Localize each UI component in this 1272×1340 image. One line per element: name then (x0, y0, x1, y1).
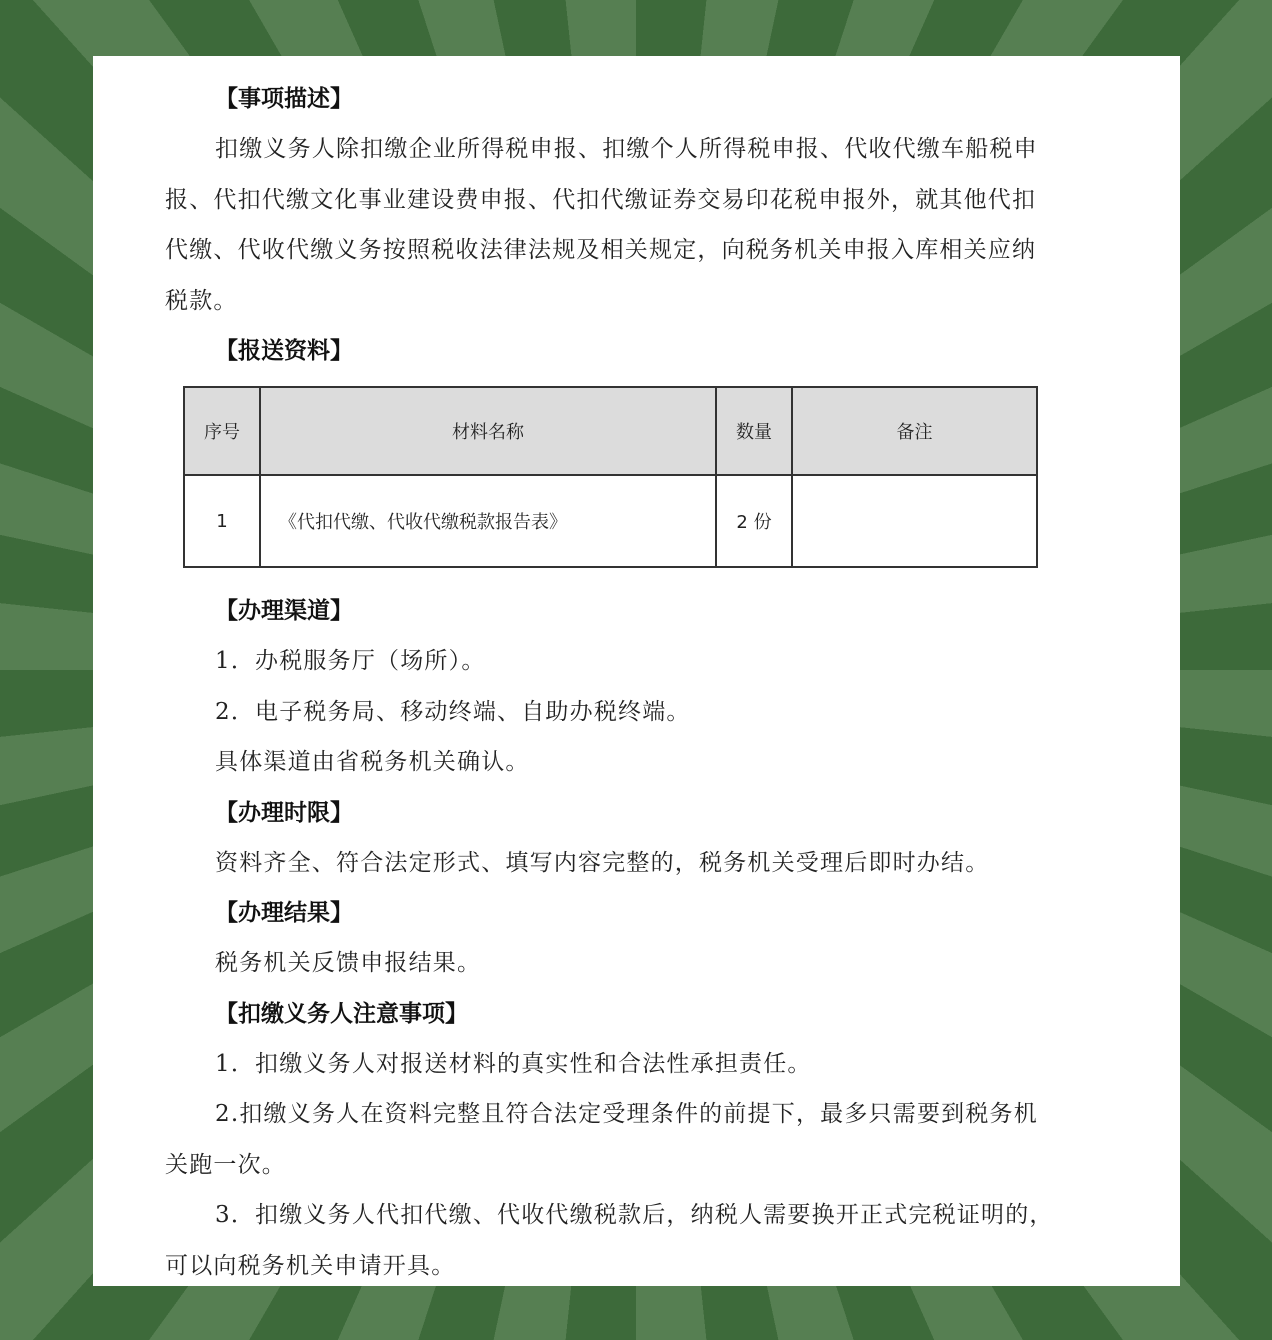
section-title-result: 【办理结果】 (215, 900, 353, 926)
cell-note (792, 475, 1037, 567)
note-item-1: 1．扣缴义务人对报送材料的真实性和合法性承担责任。 (215, 1050, 812, 1077)
materials-table (183, 386, 1038, 568)
header-note: 备注 (792, 387, 1037, 475)
header-no: 序号 (184, 387, 260, 475)
cell-qty: 2 份 (716, 475, 792, 567)
table-header-row (184, 387, 1037, 475)
channel-item-2: 2．电子税务局、移动终端、自助办税终端。 (215, 698, 691, 725)
description-text: 扣缴义务人除扣缴企业所得税申报、扣缴个人所得税申报、代收代缴车船税申报、代扣代缴文化事业建设费申报、代扣代缴证券交易印花税申报外，就其他代扣代缴、代收代缴义务按照税收法律法规及相关规定，向税务机关申报入库相关应纳税款。 (165, 136, 1038, 314)
table-row (184, 475, 1037, 567)
note-item-2: 2.扣缴义务人在资料完整且符合法定受理条件的前提下，最多只需要到税务机关跑一次。 (165, 1101, 1038, 1178)
result-text: 税务机关反馈申报结果。 (215, 950, 482, 976)
channel-item-1: 1．办税服务厅（场所）。 (215, 648, 486, 674)
section-title-channel: 【办理渠道】 (215, 598, 353, 624)
header-qty: 数量 (716, 387, 792, 475)
note-item-3: 3．扣缴义务人代扣代缴、代收代缴税款后，纳税人需要换开正式完税证明的，可以向税务机关申请开具。 (165, 1202, 1054, 1279)
document-sheet (93, 56, 1180, 1286)
section-title-notes: 【扣缴义务人注意事项】 (215, 1000, 468, 1027)
document-content (165, 74, 1055, 1291)
section-title-materials: 【报送资料】 (215, 338, 353, 364)
channel-item-3: 具体渠道由省税务机关确认。 (215, 749, 530, 775)
header-name: 材料名称 (260, 387, 716, 475)
cell-name: 《代扣代缴、代收代缴税款报告表》 (260, 475, 716, 567)
time-text: 资料齐全、符合法定形式、填写内容完整的，税务机关受理后即时办结。 (215, 849, 990, 876)
cell-no: 1 (184, 475, 260, 567)
section-title-description: 【事项描述】 (215, 86, 353, 112)
section-title-time: 【办理时限】 (215, 799, 353, 826)
